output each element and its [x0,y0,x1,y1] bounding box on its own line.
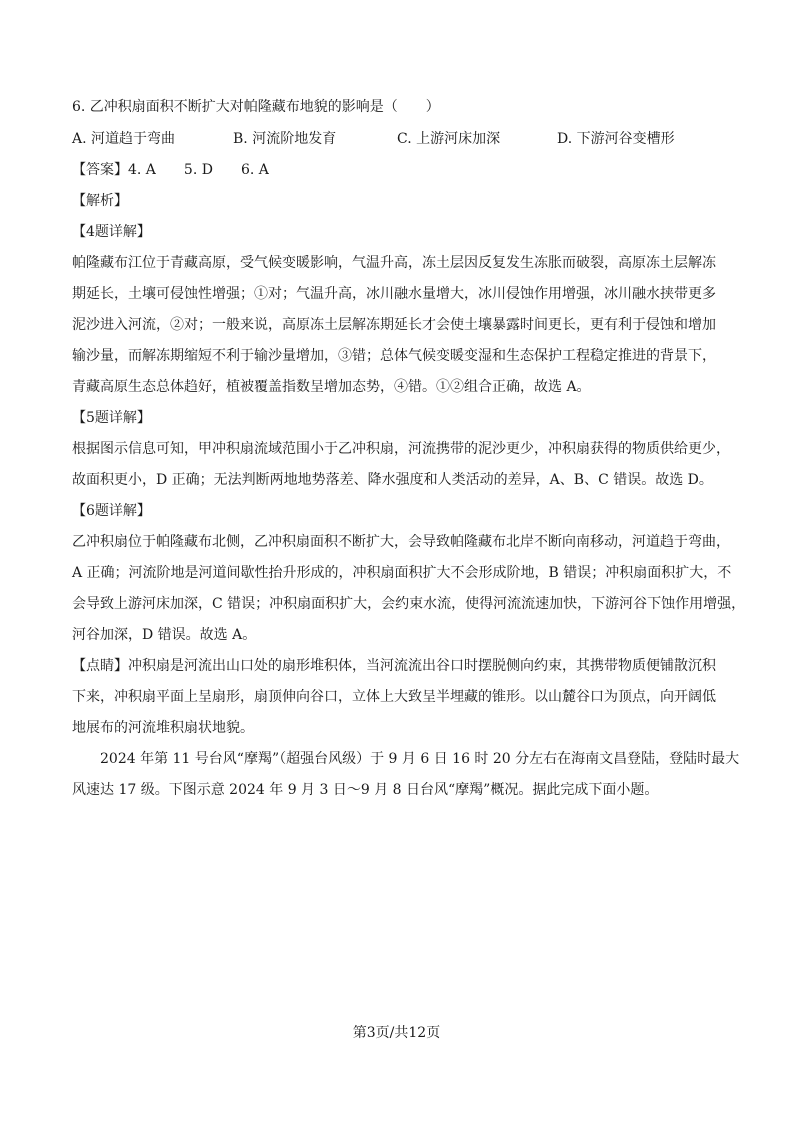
answer-tag: 【答案】 [72,162,128,178]
q6-explanation [72,527,746,651]
page-footer: 第3页/共12页 [352,1025,441,1041]
typhoon-intro [72,744,740,806]
option-b: B. 河流阶地发育 [233,131,337,147]
q4-line: 期延长，土壤可侵蚀性增强；①对；气温升高，冰川融水量增大，冰川侵蚀作用增强，冰川融水挟带更多 [72,286,716,302]
highlight-line: 地展布的河流堆积扇状地貌。 [72,720,254,736]
highlight-first-text: 冲积扇是河流出山口处的扇形堆积体，当河流流出谷口时摆脱侧向约束，其携带物质便铺散沉积 [128,658,716,674]
option-d: D. 下游河谷变槽形 [557,131,675,147]
q4-heading: 【4题详解】 [72,224,151,240]
highlight-tag: 【点睛】 [72,658,128,674]
highlight-first-line [72,651,732,682]
document-content [72,92,746,806]
q5-heading: 【5题详解】 [72,410,151,426]
q5-explanation [72,434,732,496]
q6-line: A 正确；河流阶地是河道间歇性抬升形成的，冲积扇面积扩大不会形成阶地，B 错误；冲积扇面积扩大，不 [72,565,732,581]
answer-text: 4. A 5. D 6. A [128,162,269,178]
q6-line: 乙冲积扇位于帕隆藏布北侧，乙冲积扇面积不断扩大，会导致帕隆藏布北岸不断向南移动，河道趋于弯曲， [72,534,730,550]
intro-line: 2024 年第 11 号台风“摩羯”（超强台风级）于 9 月 6 日 16 时 20 分左右在海南文昌登陆，登陆时最大 [100,751,740,767]
intro-line: 风速达 17 级。下图示意 2024 年 9 月 3 日～9 月 8 日台风“摩羯”概况。据此完成下面小题。 [72,782,659,798]
question-6-stem: 6. 乙冲积扇面积不断扩大对帕隆藏布地貌的影响是（ ） [72,99,440,115]
q4-line: 青藏高原生态总体趋好，植被覆盖指数呈增加态势，④错。①②组合正确，故选 A。 [72,379,591,395]
q5-line: 故面积更小，D 正确；无法判断两地地势落差、降水强度和人类活动的差异，A、B、C 错误。故选 D。 [72,472,713,488]
q5-line: 根据图示信息可知，甲冲积扇流域范围小于乙冲积扇，河流携带的泥沙更少，冲积扇获得的物质供给更少， [72,441,730,457]
q6-heading: 【6题详解】 [72,503,151,519]
option-c: C. 上游河床加深 [397,131,501,147]
q4-line: 输沙量，而解冻期缩短不利于输沙量增加，③错；总体气候变暖变湿和生态保护工程稳定推进的背景下， [72,348,716,364]
q4-line: 泥沙进入河流，②对；一般来说，高原冻土层解冻期延长才会使土壤暴露时间更长，更有利于侵蚀和增加 [72,317,716,333]
highlight-block [72,651,732,744]
q4-explanation [72,248,732,403]
answer-line [72,155,732,186]
q6-line: 会导致上游河床加深，C 错误；冲积扇面积扩大，会约束水流，使得河流流速加快，下游河谷下蚀作用增强， [72,596,746,612]
question-6-options [72,123,732,155]
option-a: A. 河道趋于弯曲 [72,131,176,147]
q4-line: 帕隆藏布江位于青藏高原，受气候变暖影响，气温升高，冻土层因反复发生冻胀而破裂，高原冻土层解冻 [72,255,716,271]
highlight-line: 下来，冲积扇平面上呈扇形，扇顶伸向谷口，立体上大致呈半埋藏的锥形。以山麓谷口为顶点，向开阔低 [72,689,716,705]
analysis-heading: 【解析】 [72,193,128,209]
q6-line: 河谷加深，D 错误。故选 A。 [72,627,257,643]
